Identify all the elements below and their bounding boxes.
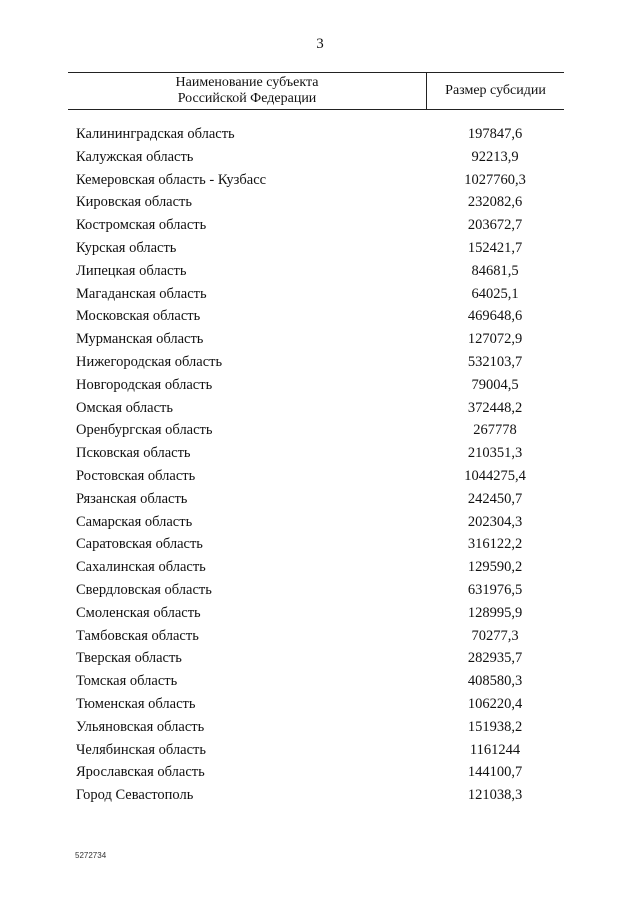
region-name: Калужская область: [76, 148, 194, 165]
table-row: [76, 443, 546, 466]
subsidy-value: 64025,1: [471, 285, 519, 302]
table-row: [76, 329, 546, 352]
subsidy-value: 202304,3: [467, 513, 523, 530]
table-row: [76, 261, 546, 284]
subsidy-value: 631976,5: [467, 581, 523, 598]
region-name: Челябинская область: [76, 741, 206, 758]
region-name: Тамбовская область: [76, 627, 199, 644]
subsidy-value: 92213,9: [471, 148, 519, 165]
table-row: [76, 512, 546, 535]
table-row: [76, 466, 546, 489]
subsidy-value: 1161244: [469, 741, 521, 758]
region-name: Ростовская область: [76, 467, 196, 484]
region-name: Новгородская область: [76, 376, 213, 393]
subsidy-value: 267778: [473, 422, 517, 439]
region-name: Липецкая область: [76, 262, 187, 279]
subsidy-value: 129590,2: [467, 559, 523, 576]
table-row: [76, 306, 546, 329]
region-name: Калининградская область: [76, 126, 235, 142]
table-row: [76, 694, 546, 717]
table-row: [76, 170, 546, 193]
region-name: Кировская область: [76, 194, 193, 211]
subsidy-value: 282935,7: [467, 650, 523, 667]
region-name: Магаданская область: [76, 285, 207, 302]
region-name: Ярославская область: [76, 764, 205, 781]
document-code: 5272734: [75, 851, 107, 860]
subsidy-value: 1027760,3: [464, 171, 526, 188]
table-row: [76, 534, 546, 557]
region-name: Кемеровская область - Кузбасс: [76, 171, 267, 188]
region-name: Самарская область: [76, 513, 193, 530]
table-row: [76, 192, 546, 215]
region-name: Свердловская область: [76, 581, 212, 598]
region-name: Ульяновская область: [76, 718, 205, 735]
subsidy-value: 408580,3: [467, 673, 523, 690]
table-header: [68, 72, 564, 110]
subsidy-value: 79004,5: [471, 376, 519, 393]
table-row: [76, 717, 546, 740]
header-region-name: [68, 73, 426, 109]
table-row: [76, 785, 546, 808]
table-row: [76, 375, 546, 398]
table-row: [76, 147, 546, 170]
region-name: Саратовская область: [76, 536, 203, 553]
table-row: [76, 603, 546, 626]
subsidy-value: 210351,3: [467, 445, 523, 462]
header-region-name-line2: Российской Федерации: [177, 91, 317, 106]
region-name: Тверская область: [76, 650, 182, 667]
subsidy-value: 128995,9: [467, 604, 523, 621]
page-number: 3: [316, 36, 324, 52]
region-name: Костромская область: [76, 217, 207, 234]
subsidy-value: 242450,7: [467, 490, 523, 507]
subsidy-value: 316122,2: [467, 536, 523, 553]
table-row: [76, 557, 546, 580]
region-name: Сахалинская область: [76, 559, 206, 576]
subsidy-value: 197847,6: [467, 126, 523, 142]
region-name: Тюменская область: [76, 695, 196, 712]
table-row: [76, 284, 546, 307]
table-row: [76, 215, 546, 238]
region-name: Оренбургская область: [76, 422, 213, 439]
table-row: [76, 762, 546, 785]
region-name: Рязанская область: [76, 490, 188, 507]
region-name: Смоленская область: [76, 604, 201, 621]
subsidy-value: 232082,6: [467, 194, 523, 211]
subsidy-value: 84681,5: [471, 262, 519, 279]
subsidy-value: 106220,4: [467, 695, 523, 712]
table-row: [76, 671, 546, 694]
region-name: Курская область: [76, 239, 177, 256]
table-row: [76, 489, 546, 512]
table-row: [76, 420, 546, 443]
subsidy-value: 372448,2: [467, 399, 523, 416]
table-body: [76, 124, 546, 808]
subsidy-value: 151938,2: [467, 718, 523, 735]
header-subsidy-size: Размер субсидии: [445, 83, 546, 98]
table-row: [76, 398, 546, 421]
region-name: Нижегородская область: [76, 353, 223, 370]
header-region-name-line1: Наименование субъекта: [175, 75, 319, 90]
table-row: [76, 740, 546, 763]
subsidy-value: 532103,7: [467, 353, 523, 370]
region-name: Мурманская область: [76, 331, 204, 348]
subsidy-value: 203672,7: [467, 217, 523, 234]
table-row: [76, 238, 546, 261]
table-row: [76, 648, 546, 671]
region-name: Омская область: [76, 399, 173, 416]
subsidy-value: 469648,6: [467, 308, 523, 325]
table-row: [76, 626, 546, 649]
region-name: Город Севастополь: [76, 787, 194, 804]
subsidy-value: 127072,9: [467, 331, 523, 348]
subsidy-value: 70277,3: [471, 627, 519, 644]
subsidy-value: 152421,7: [467, 239, 523, 256]
region-name: Томская область: [76, 673, 178, 690]
subsidy-value: 144100,7: [467, 764, 523, 781]
region-name: Псковская область: [76, 445, 191, 462]
subsidy-value: 1044275,4: [464, 467, 526, 484]
table-row: [76, 124, 546, 147]
subsidy-value: 121038,3: [467, 787, 523, 804]
table-row: [76, 580, 546, 603]
table-row: [76, 352, 546, 375]
region-name: Московская область: [76, 308, 201, 325]
